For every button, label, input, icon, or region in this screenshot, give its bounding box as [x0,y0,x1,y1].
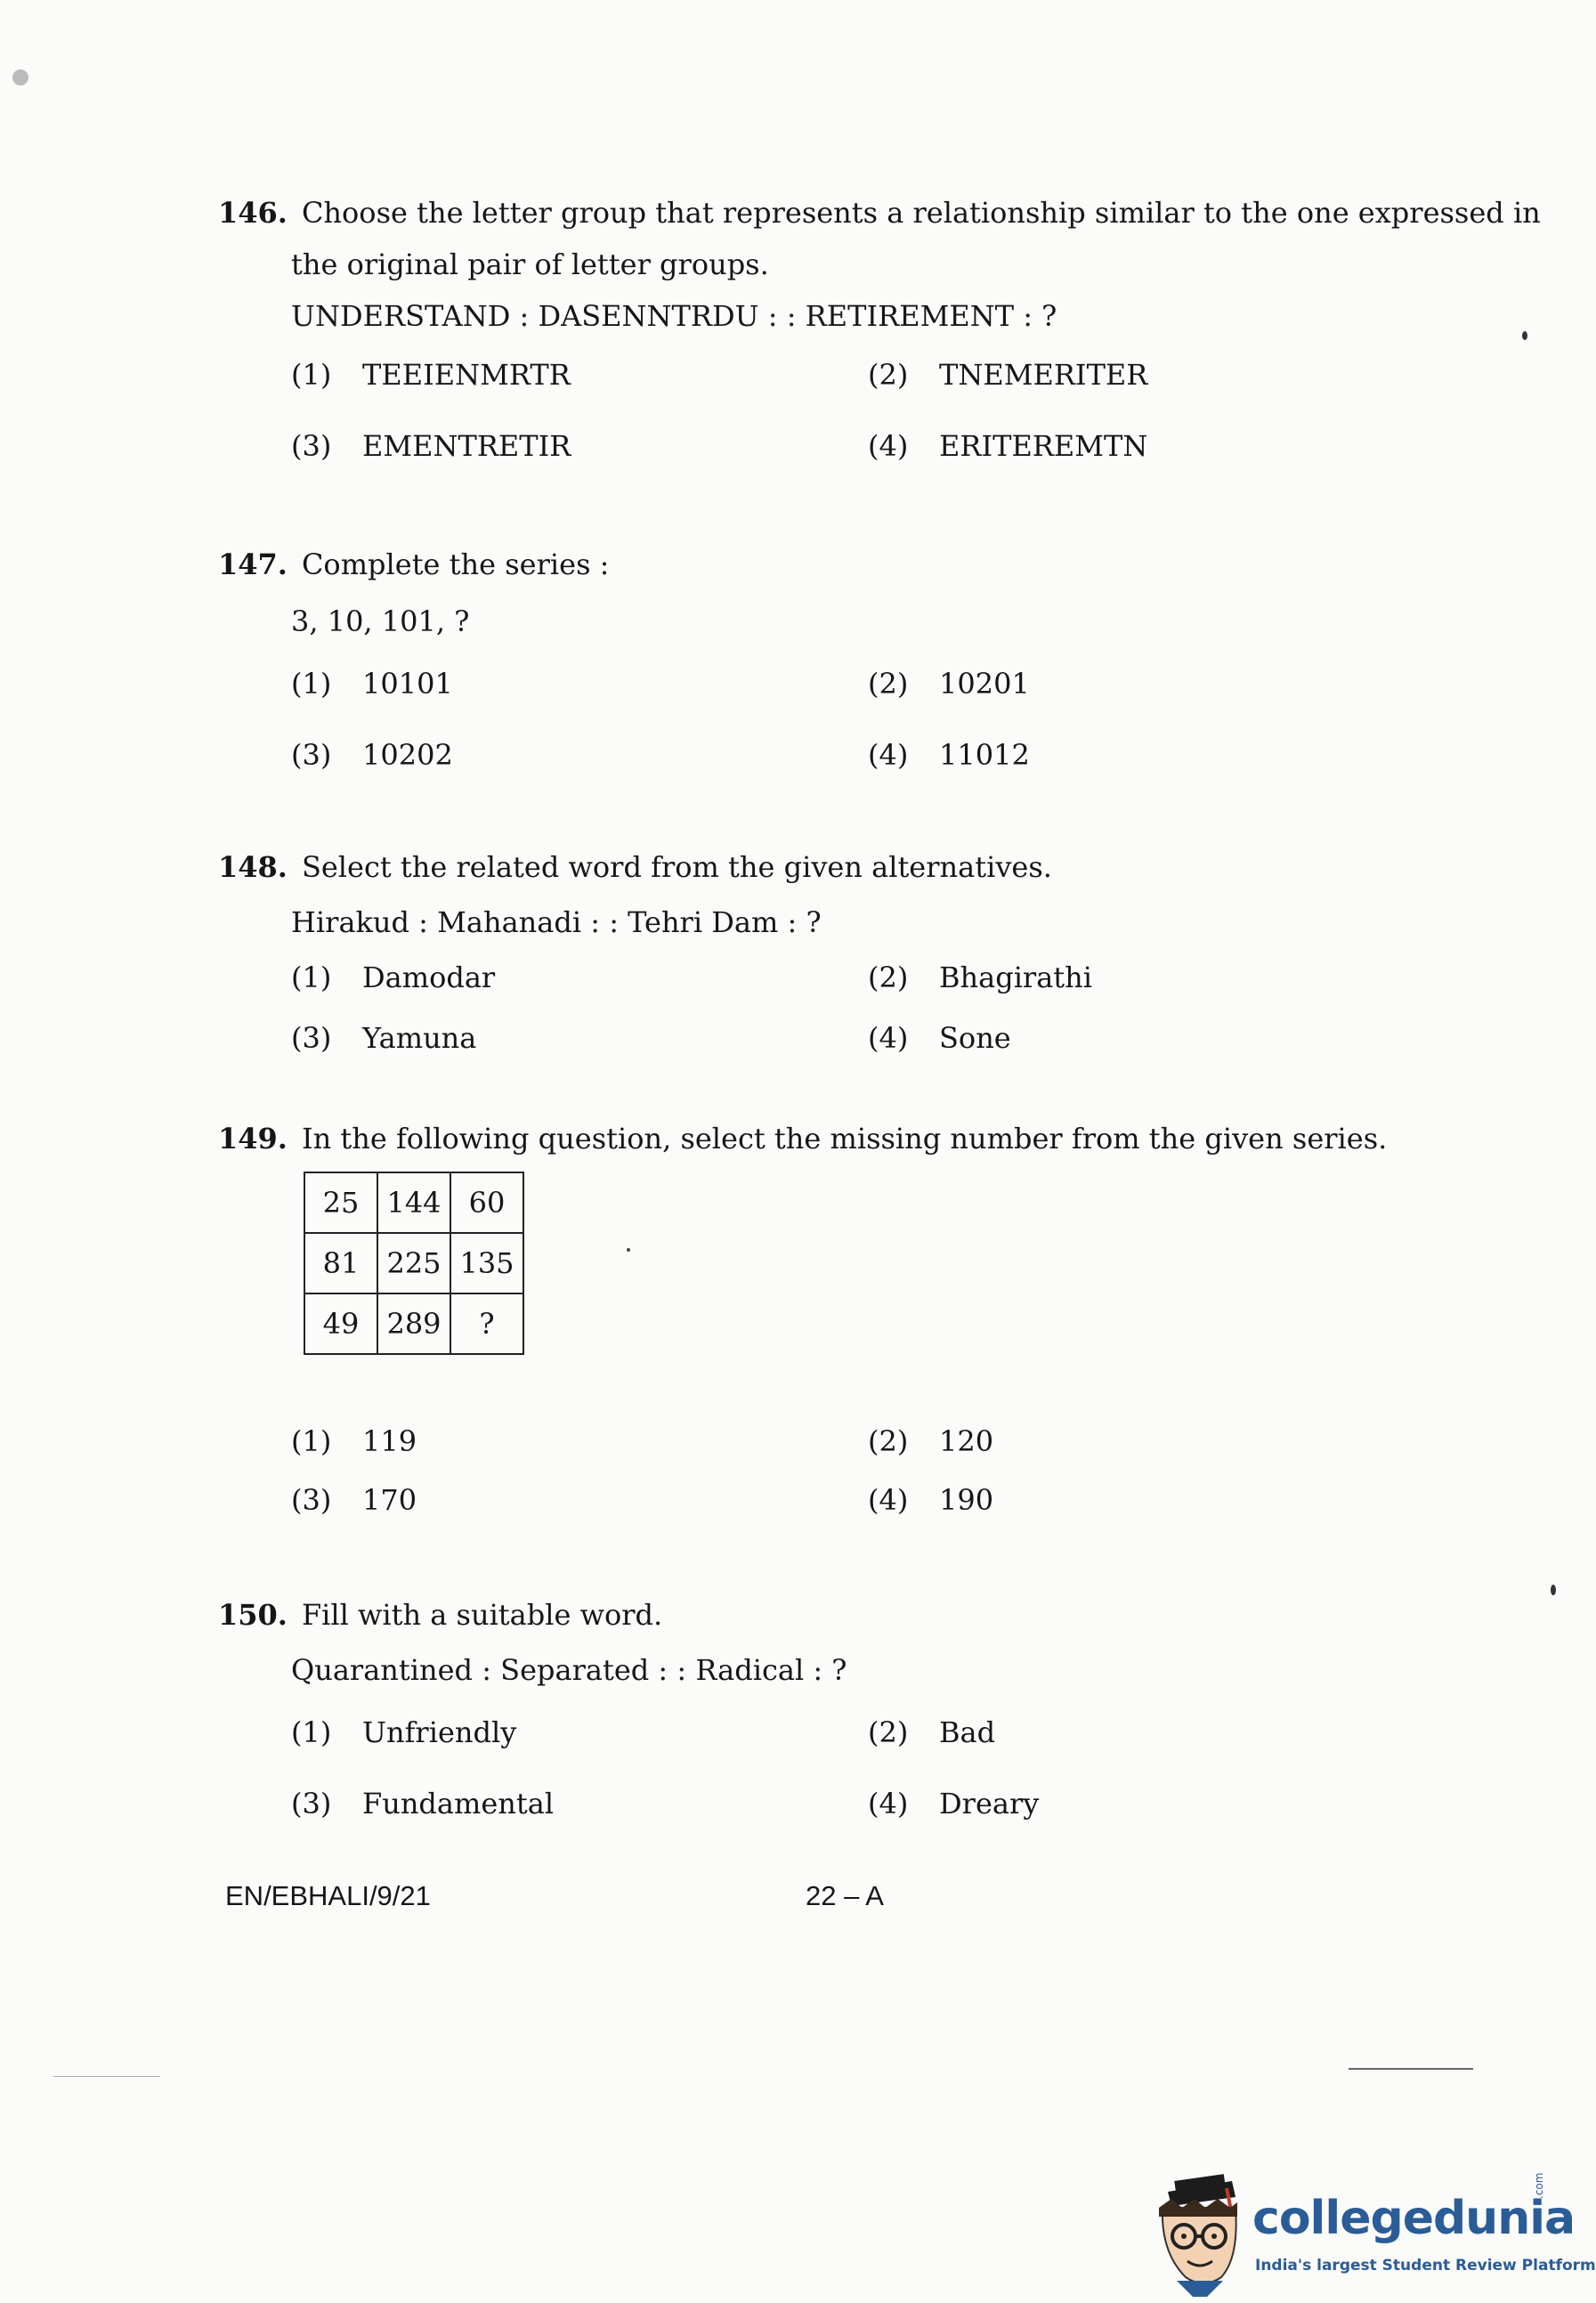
option-2[interactable] [868,1707,995,1758]
option-number: (4) [868,429,909,463]
option-number: (4) [868,738,909,772]
collegedunia-logo [1150,2172,1596,2297]
option-number: (2) [868,358,909,392]
option-text: 10101 [362,667,453,701]
scan-line [53,2076,160,2077]
grid-cell: 144 [377,1172,450,1233]
option-text: 10202 [362,738,453,772]
question-text-line: Choose the letter group that represents a relationship similar to the one expressed in [301,196,1541,230]
option-3[interactable] [291,420,571,472]
options-row [218,1415,1482,1474]
question-149 [218,1113,1482,1533]
option-text: Sone [939,1021,1011,1055]
scan-artifact [627,1248,630,1252]
grid-cell: 25 [304,1172,377,1233]
option-1[interactable] [291,1415,417,1467]
option-number: (1) [291,358,332,392]
question-147 [218,539,1482,800]
grid-cell: 135 [450,1233,523,1293]
option-text: Bad [939,1715,996,1749]
option-4[interactable] [868,420,1147,472]
footer-page-number: 22 – A [806,1880,884,1911]
option-4[interactable] [868,1012,1011,1064]
question-number: 146. [218,196,288,230]
question-text [218,187,1541,239]
option-1[interactable] [291,658,453,710]
option-text: Damodar [362,961,496,994]
option-number: (4) [868,1787,909,1821]
option-number: (2) [868,1424,909,1458]
option-4[interactable] [868,1778,1039,1829]
question-prompt: Quarantined : Separated : : Radical : ? [291,1653,847,1687]
option-3[interactable] [291,1474,417,1526]
question-prompt: Hirakud : Mahanadi : : Tehri Dam : ? [291,905,822,939]
grid-cell: 60 [450,1172,523,1233]
question-146 [218,187,1541,491]
option-4[interactable] [868,729,1030,781]
question-number: 149. [218,1122,288,1156]
option-3[interactable] [291,1778,554,1829]
scan-artifact [12,69,28,85]
option-text: 10201 [939,667,1030,701]
option-text: Unfriendly [362,1715,517,1749]
option-2[interactable] [868,658,1030,710]
question-prompt: 3, 10, 101, ? [291,604,470,638]
option-text: Bhagirathi [939,961,1092,994]
option-1[interactable] [291,349,571,401]
option-text: 190 [939,1483,994,1517]
grid-cell: 289 [377,1293,450,1354]
option-number: (2) [868,961,909,994]
question-text [218,1589,1482,1641]
option-text: ERITEREMTN [939,429,1148,463]
option-number: (2) [868,667,909,701]
option-text: TEEIENMRTR [362,358,571,392]
scan-artifact [1522,331,1527,340]
question-prompt: UNDERSTAND : DASENNTRDU : : RETIREMENT : ? [291,299,1057,333]
option-2[interactable] [868,952,1092,1003]
grid-cell: 225 [377,1233,450,1293]
scan-artifact [1551,1585,1556,1595]
option-number: (1) [291,1424,332,1458]
option-number: (2) [868,1715,909,1749]
option-number: (4) [868,1483,909,1517]
option-text: TNEMERITER [939,358,1148,392]
question-text-line: Fill with a suitable word. [301,1598,663,1632]
question-text-line: Select the related word from the given alternatives. [301,850,1052,884]
option-number: (3) [291,429,332,463]
scan-line [1349,2068,1473,2070]
question-text-line: Complete the series : [301,547,610,581]
question-number: 150. [218,1598,288,1632]
options-row [218,1778,1482,1849]
option-number: (1) [291,961,332,994]
options-row [218,1474,1482,1533]
option-text: 119 [362,1424,417,1458]
logo-tagline: India's largest Student Review Platform [1255,2257,1596,2275]
question-text [218,841,1482,893]
grid-row [304,1172,523,1233]
option-text: Dreary [939,1787,1040,1821]
option-number: (4) [868,1021,909,1055]
option-text: 170 [362,1483,417,1517]
question-text [218,539,1482,590]
footer-code: EN/EBHALI/9/21 [225,1880,431,1911]
options-row [218,349,1482,420]
grid-cell: 49 [304,1293,377,1354]
option-1[interactable] [291,952,495,1003]
logo-suffix: .com [1533,2172,1545,2199]
option-2[interactable] [868,1415,993,1467]
option-number: (1) [291,667,332,701]
question-148 [218,841,1482,1073]
option-text: Fundamental [362,1787,555,1821]
number-grid [304,1172,524,1355]
logo-wordmark: collegedunia [1252,2192,1576,2245]
mascot-icon [1150,2172,1248,2297]
options-row [218,1012,1482,1073]
grid-row [304,1293,523,1354]
grid-cell: ? [450,1293,523,1354]
option-number: (1) [291,1715,332,1749]
option-text: Yamuna [362,1021,477,1055]
grid-row [304,1233,523,1293]
options-row [218,420,1482,491]
question-150 [218,1589,1482,1849]
options-row [218,1707,1482,1778]
option-1[interactable] [291,1707,516,1758]
option-3[interactable] [291,1012,476,1064]
option-3[interactable] [291,729,453,781]
options-row [218,729,1482,800]
option-text: 11012 [939,738,1030,772]
question-text-line: the original pair of letter groups. [291,247,769,281]
question-number: 147. [218,547,288,581]
options-row [218,952,1482,1012]
option-4[interactable] [868,1474,993,1526]
option-number: (3) [291,1021,332,1055]
question-number: 148. [218,850,288,884]
options-row [218,658,1482,729]
question-text-line: In the following question, select the missing number from the given series. [301,1122,1388,1156]
option-number: (3) [291,1787,332,1821]
option-number: (3) [291,738,332,772]
option-number: (3) [291,1483,332,1517]
option-text: EMENTRETIR [362,429,571,463]
option-2[interactable] [868,349,1147,401]
option-text: 120 [939,1424,994,1458]
grid-cell: 81 [304,1233,377,1293]
question-text [218,1113,1482,1164]
